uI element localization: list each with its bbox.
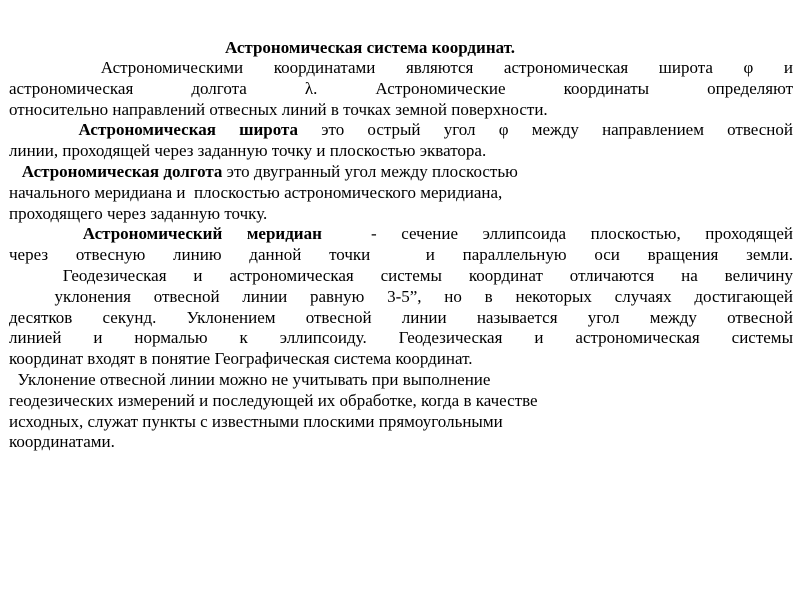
text-line	[9, 287, 793, 308]
text-line	[9, 79, 793, 100]
text-line	[9, 266, 793, 287]
slide-title: Астрономическая система координат.	[225, 38, 515, 57]
text-line	[9, 224, 793, 245]
text-line	[9, 183, 793, 204]
text-line-prefix: исходных, служат пункты с известными плоскими прямоугольными	[9, 411, 503, 431]
text-line-prefix: через отвесную линию данной точки и параллельную оси вращения земли.	[9, 245, 793, 265]
text-line-prefix: линии, проходящей через заданную точку и плоскостью экватора.	[9, 141, 487, 161]
text-line-rest: это острый угол φ между направлением отвесной	[298, 120, 793, 140]
text-line	[9, 370, 793, 391]
text-line-prefix	[9, 224, 83, 243]
text-line-prefix: проходящего через заданную точку.	[9, 203, 268, 223]
text-line-rest: это двугранный угол между плоскостью	[222, 161, 518, 181]
text-line	[9, 349, 793, 370]
text-line-prefix: уклонения отвесной линии равную 3-5”, но в некоторых случаях достигающей	[9, 286, 793, 306]
slide-body-text	[9, 58, 793, 453]
text-line	[9, 412, 793, 433]
text-line	[9, 308, 793, 329]
bold-term: Астрономическая широта	[78, 120, 299, 140]
text-line	[9, 100, 793, 121]
text-line	[9, 432, 793, 453]
text-line	[9, 204, 793, 225]
text-line-prefix: Геодезическая и астрономическая системы координат отличаются на величину	[9, 265, 793, 285]
text-line	[9, 391, 793, 412]
text-line-prefix: геодезических измерений и последующей их обработке, когда в качестве	[9, 390, 538, 410]
text-line-prefix: Астрономическими координатами являются астрономическая широта φ и	[9, 58, 793, 77]
bold-term: Астрономический меридиан	[82, 224, 322, 244]
text-line-prefix: астрономическая долгота λ. Астрономические координаты определяют	[9, 78, 793, 98]
text-line-prefix: Уклонение отвесной линии можно не учитывать при выполнение	[9, 369, 491, 389]
text-line	[9, 328, 793, 349]
text-line-prefix: линией и нормалью к эллипсоиду. Геодезическая и астрономическая системы	[9, 328, 793, 348]
text-line-prefix: начального меридиана и плоскостью астрономического меридиана,	[9, 182, 503, 202]
text-line-prefix	[9, 162, 22, 181]
text-line	[9, 141, 793, 162]
text-line	[9, 162, 793, 183]
bold-term: Астрономическая долгота	[21, 161, 223, 181]
text-line	[9, 245, 793, 266]
text-line	[9, 58, 793, 79]
text-line	[9, 120, 793, 141]
text-line-prefix: координатами.	[9, 432, 115, 452]
text-line-prefix	[9, 120, 79, 139]
text-line-rest: - сечение эллипсоида плоскостью, проходящей	[321, 224, 794, 244]
text-line-prefix: десятков секунд. Уклонением отвесной линии называется угол между отвесной	[9, 307, 793, 327]
text-line-prefix: относительно направлений отвесных линий в точках земной поверхности.	[9, 99, 548, 119]
text-line-prefix: координат входят в понятие Географическая система координат.	[9, 349, 473, 369]
